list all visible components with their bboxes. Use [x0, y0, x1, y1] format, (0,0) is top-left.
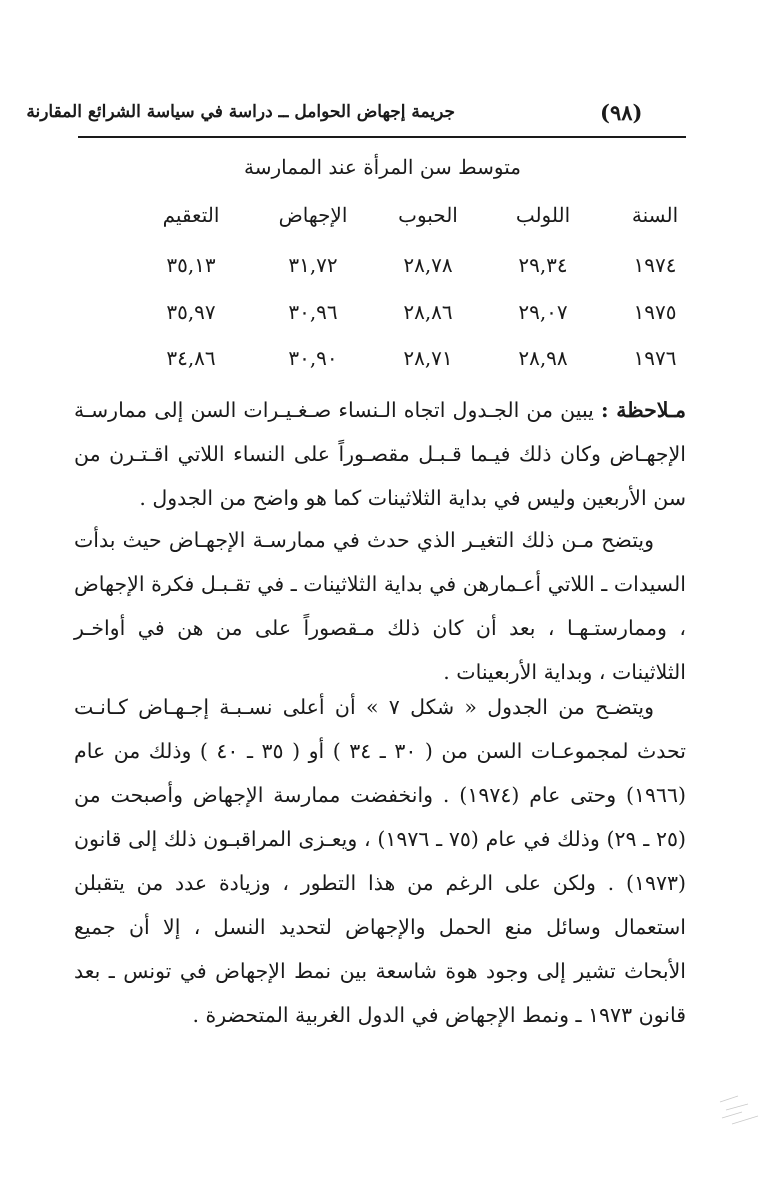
column-header-year: السنة: [631, 203, 679, 227]
table-cell: ٢٨,٩٨: [518, 346, 568, 370]
table-cell: ١٩٧٦: [633, 346, 677, 370]
table-cell: ٢٩,٣٤: [518, 253, 568, 277]
page-number: (٩٨): [600, 100, 643, 125]
body-paragraph: [74, 685, 686, 1037]
table-row: [78, 253, 686, 287]
paragraph-text: ويتضـح من الجدول « شكل ٧ » أن أعلى نسـبـة إجـهـاض كـانـت تحدث لمجموعـات السن من ( ٣٠ ـ ٣٤ ) أو ( ٣٥ ـ ٤٠ ) وذلك من عام (١٩٦٦) وحتى عام (١٩٧٤) . وانخفضت ممارسة الإجهاض وأصبحت من (٢٥ ـ ٢٩) وذلك في عام (٧٥ ـ ١٩٧٦) ، ويعـزى المراقبـون ذلك إلى قانون (١٩٧٣) . ولكن على الرغم من هذا التطور ، وزيادة عدد من يتقبلن استعمال وسائل منع الحمل والإجهاض لتحديد النسل ، إلا أن جميع الأبحاث تشير إلى وجود هوة شاسعة بين نمط الإجهاض في تونس ـ بعد قانون ١٩٧٣ ـ ونمط الإجهاض في الدول الغربية المتحضرة .: [74, 695, 686, 1027]
table-cell: ٣٥,١٣: [166, 253, 216, 277]
column-header-pills: الحبوب: [398, 203, 458, 227]
table-title: متوسط سن المرأة عند الممارسة: [244, 155, 521, 179]
table-cell: ٢٨,٧١: [403, 346, 453, 370]
column-header-iud: اللولب: [515, 203, 571, 227]
table-row: [78, 300, 686, 334]
table-header-row: [78, 203, 686, 237]
table-cell: ٣٥,٩٧: [166, 300, 216, 324]
scan-edge-marks: [718, 1090, 763, 1130]
table-cell: ٣٤,٨٦: [166, 346, 216, 370]
table-cell: ٣٠,٩٦: [288, 300, 338, 324]
column-header-abortion: الإجهاض: [278, 203, 348, 227]
table-row: [78, 346, 686, 380]
note-paragraph: [74, 388, 686, 520]
body-paragraph: [74, 518, 686, 694]
note-text: يبين من الجـدول اتجاه الـنساء صـغـيـرات السن إلى ممارسـة الإجهـاض وكان ذلك فيـما قـبـل مقصـوراً على النساء اللاتي اقـتـرن من سن الأربعين وليس في بداية الثلاثينات كما هو واضح من الجدول .: [74, 398, 686, 510]
table-cell: ٢٩,٠٧: [518, 300, 568, 324]
table-cell: ٣٠,٩٠: [288, 346, 338, 370]
table-cell: ٢٨,٨٦: [403, 300, 453, 324]
paragraph-text: ويتضح مـن ذلك التغيـر الذي حدث في ممارسـة الإجهـاض حيث بدأت السيدات ـ اللاتي أعـمارهن في بداية الثلاثينات ـ في تقـبـل فكرة الإجهاض ، وممارستـهـا ، بعد أن كان ذلك مـقصوراً على من هن في أواخـر الثلاثينات ، وبداية الأربعينات .: [74, 528, 686, 684]
table-cell: ١٩٧٥: [633, 300, 677, 324]
running-header-title: جريمة إجهاض الحوامل ــ دراسة في سياسة الشرائع المقارنة: [26, 102, 455, 122]
header-divider: [78, 136, 686, 138]
table-cell: ٢٨,٧٨: [403, 253, 453, 277]
note-label: مـلاحظة :: [600, 398, 686, 422]
table-cell: ٣١,٧٢: [288, 253, 338, 277]
table-cell: ١٩٧٤: [633, 253, 677, 277]
column-header-sterilization: التعقيم: [162, 203, 220, 227]
